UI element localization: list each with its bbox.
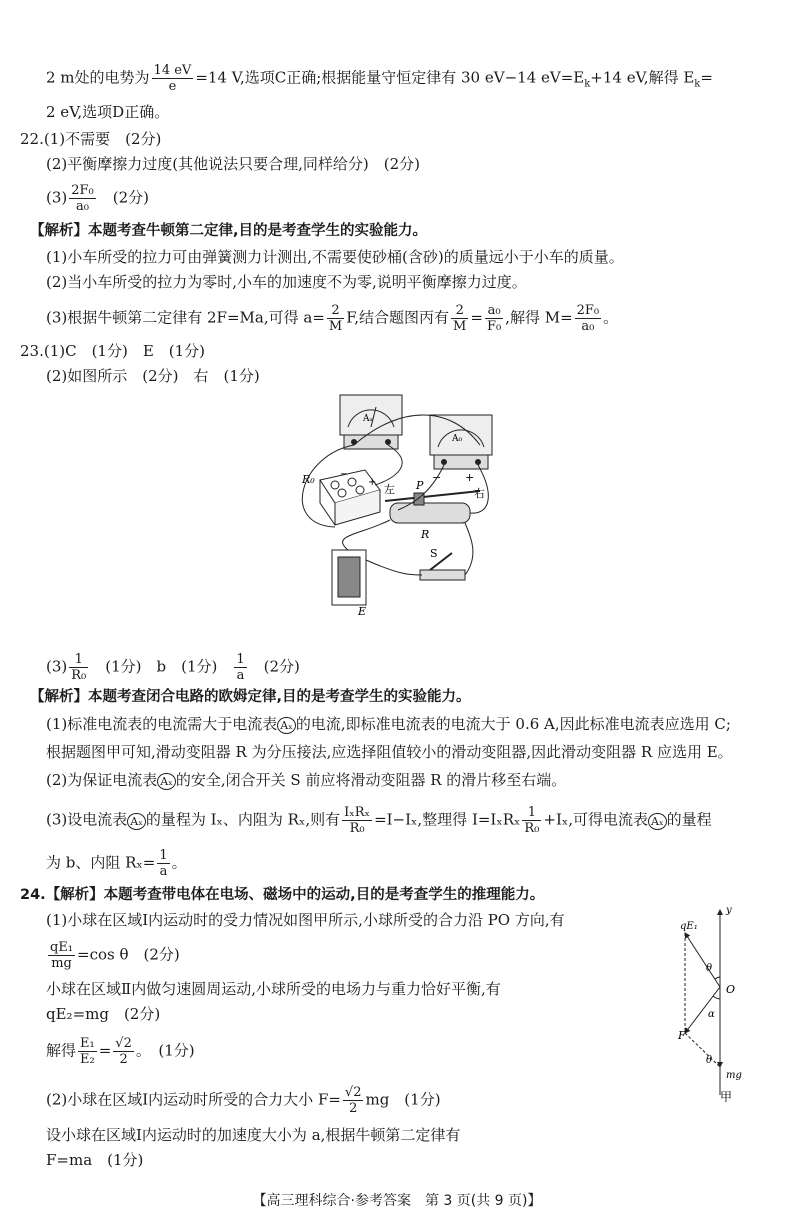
q24-line-1: (1)小球在区域Ⅰ内运动时的受力情况如图甲所示,小球所受的合力沿 PO 方向,有 <box>46 911 565 929</box>
ammeter-a0-label: A₀ <box>452 434 463 444</box>
intro-text: 2 m处的电势为 <box>46 68 150 87</box>
svg-text:P: P <box>416 479 424 492</box>
potential-fraction: $\frac{14 eV}{e}$ <box>153 63 192 94</box>
ammeter-ax-label: Aₓ <box>363 414 374 424</box>
resistance-box-r0 <box>301 469 380 525</box>
q24-analysis-heading: 24.【解析】本题考查带电体在电场、磁场中的运动,目的是考查学生的推理能力。 <box>20 887 545 903</box>
svg-text:y: y <box>726 905 732 916</box>
q24-line-3: 小球在区域Ⅱ内做匀速圆周运动,小球所受的电场力与重力恰好平衡,有 <box>46 980 501 998</box>
q22-answer-3: (3) $\frac{\text{2F₀}}{\text{a₀}}$ (2分) <box>46 183 150 214</box>
q23-analysis-heading: 【解析】本题考查闭合电路的欧姆定律,目的是考查学生的实验能力。 <box>30 689 471 705</box>
svg-text:α: α <box>708 1009 715 1020</box>
page-footer: 【高三理科综合·参考答案 第 3 页(共 9 页)】 <box>252 1193 542 1209</box>
q23-analysis-1: (1)标准电流表的电流需大于电流表 Aₓ 的电流,即标准电流表的电流大于 0.6 A,因此标准电流表应选用 C; <box>46 715 731 733</box>
q23-answer-3: (3) $\frac{1}{\text{R₀}}$ (1分) b (1分) $\frac{1}{a}$ (2分) <box>46 652 300 683</box>
svg-text:R₀: R₀ <box>302 473 315 486</box>
svg-text:−: − <box>340 469 349 480</box>
battery-e <box>332 550 366 618</box>
q23-analysis-5: 为 b、内阻 Rₓ= $\frac{1}{a}$ 。 <box>46 848 187 879</box>
figure-caption: 甲 <box>720 1090 733 1104</box>
svg-text:R: R <box>421 528 430 541</box>
q23-answer-2: (2)如图所示 (2分) 右 (1分) <box>46 367 260 385</box>
q24-line-5: 解得 $\frac{\text{E₁}}{\text{E₂}}$ = $\frac{√2}{2}$ 。 (1分) <box>46 1036 195 1067</box>
q24-line-4: qE₂=mg (2分) <box>46 1005 161 1023</box>
q22-analysis-2: (2)当小车所受的拉力为零时,小车的加速度不为零,说明平衡摩擦力过度。 <box>46 273 527 291</box>
ammeter-ax-symbol: Aₓ <box>157 773 176 790</box>
q23-analysis-2: 根据题图甲可知,滑动变阻器 R 为分压接法,应选择阻值较小的滑动变阻器,因此滑动变阻器 R 应选用 E。 <box>46 743 733 761</box>
q22-analysis-3: (3)根据牛顿第二定律有 2F=Ma,可得 a= $\frac{2}{M}$ F,结合题图丙有 $\frac{2}{M}$ = $\frac{\text{a₀}}{\text{F₀}}$ ,解得 M= $\frac{\text{2F₀}}{\text{a₀}}$ 。 <box>46 303 619 334</box>
svg-text:mg: mg <box>726 1070 742 1081</box>
force-diagram <box>680 905 780 1105</box>
svg-text:θ: θ <box>706 963 713 974</box>
svg-text:+: + <box>465 471 475 484</box>
q22-answer-1: 22.(1)不需要 (2分) <box>20 130 162 148</box>
svg-text:−: − <box>432 471 442 484</box>
svg-text:左: 左 <box>384 483 395 496</box>
svg-text:+: + <box>368 477 377 488</box>
svg-text:F: F <box>678 1029 686 1042</box>
q24-line-2: $\frac{\text{qE₁}}{mg}$ =cos θ (2分) <box>50 940 180 971</box>
q23-answer-1: 23.(1)C (1分) E (1分) <box>20 342 206 360</box>
ammeter-ax-symbol: Aₓ <box>277 717 296 734</box>
svg-text:E: E <box>358 605 367 618</box>
ammeter-ax-symbol: Aₓ <box>127 813 146 830</box>
q24-line-8: F=ma (1分) <box>46 1151 144 1169</box>
ammeter-ax <box>340 395 402 449</box>
q22-answer-2: (2)平衡摩擦力过度(其他说法只要合理,同样给分) (2分) <box>46 155 420 173</box>
q24-line-6: (2)小球在区域Ⅰ内运动时所受的合力大小 F= $\frac{√2}{2}$ mg (1分) <box>46 1085 441 1116</box>
q23-analysis-3: (2)为保证电流表 Aₓ 的安全,闭合开关 S 前应将滑动变阻器 R 的滑片移至右端。 <box>46 771 567 789</box>
svg-text:S: S <box>430 547 438 560</box>
switch-s <box>420 547 465 580</box>
svg-text:θ: θ <box>706 1055 713 1066</box>
ammeter-ax-symbol: Aₓ <box>648 813 667 830</box>
intro-line-1: 2 m处的电势为 $\frac{14 eV}{e}$ =14 V,选项C正确;根据能量守恒定律有 30 eV−14 $eV=E_k+14$ eV,解得 $E_k=$ <box>46 63 713 94</box>
circuit-diagram <box>280 385 510 620</box>
svg-text:O: O <box>726 983 736 996</box>
intro-line-2: 2 eV,选项D正确。 <box>46 103 170 121</box>
q22-analysis-1: (1)小车所受的拉力可由弹簧测力计测出,不需要使砂桶(含砂)的质量远小于小车的质量。 <box>46 248 624 266</box>
svg-text:右: 右 <box>474 487 485 500</box>
q22-analysis-heading: 【解析】本题考查牛顿第二定律,目的是考查学生的实验能力。 <box>30 223 428 239</box>
svg-text:qE₁: qE₁ <box>680 921 698 932</box>
q23-analysis-4: (3)设电流表 Aₓ 的量程为 Iₓ、内阻为 Rₓ,则有 $\frac{\text{IₓRₓ}}{\text{R₀}}$ =I−Iₓ,整理得 I=IₓRₓ $\frac{1}{\text{R₀}}$ +Iₓ,可得电流表 Aₓ 的量程 <box>46 805 712 836</box>
q24-line-7: 设小球在区域Ⅰ内运动时的加速度大小为 a,根据牛顿第二定律有 <box>46 1126 461 1144</box>
